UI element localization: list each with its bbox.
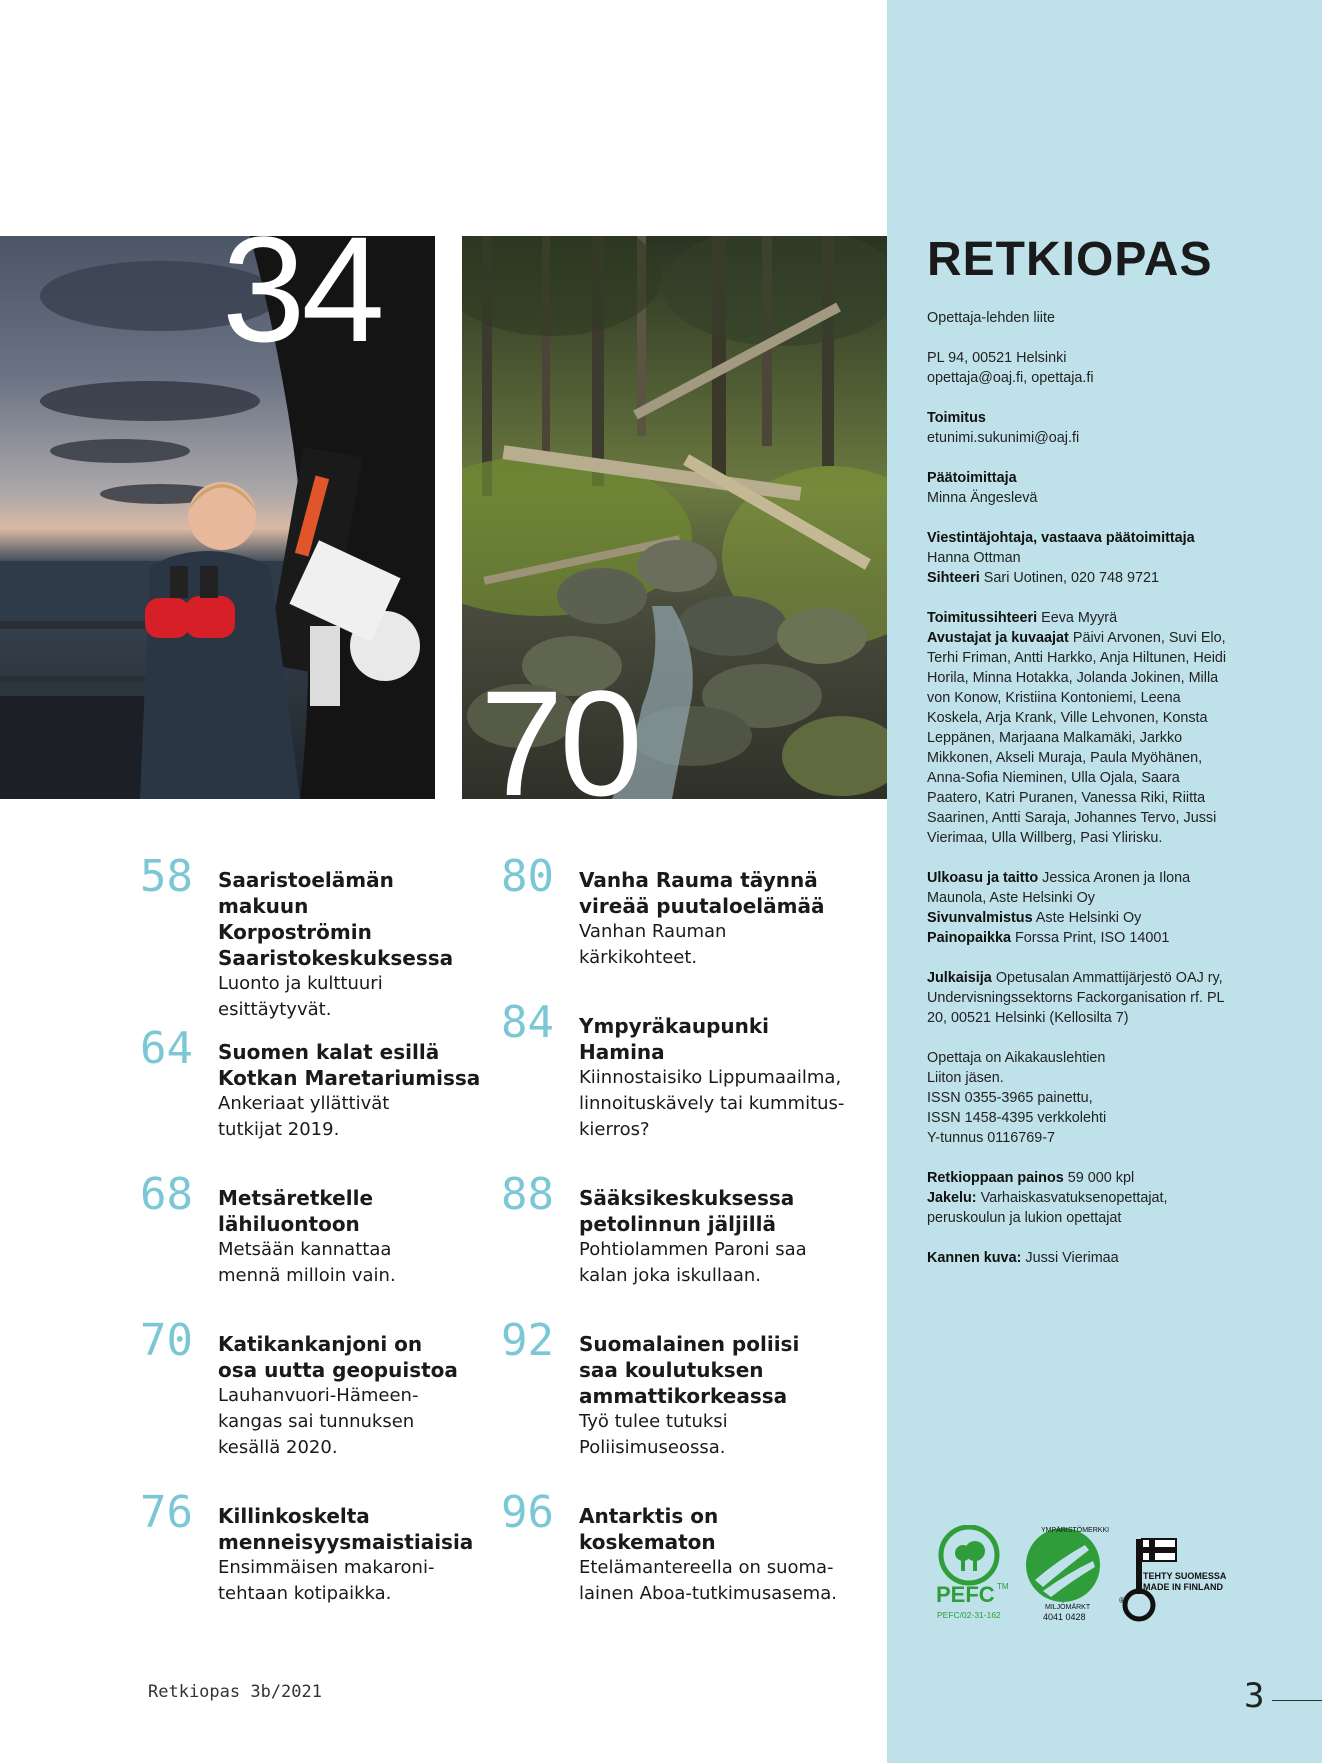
toc-page-number: 68 xyxy=(140,1169,193,1220)
colophon-toimitus: Toimitus etunimi.sukunimi@oaj.fi xyxy=(927,410,1080,446)
toc-description: Luonto ja kulttuuri esittäytyvät. xyxy=(218,973,383,1020)
svg-text:YMPÄRISTÖMERKKI: YMPÄRISTÖMERKKI xyxy=(1041,1527,1110,1534)
toc-page-number: 76 xyxy=(140,1487,193,1538)
toc-description: Pohtiolammen Paroni saa kalan joka iskullaan. xyxy=(579,1239,807,1286)
swan-ecolabel-icon xyxy=(1026,1526,1109,1622)
certification-logos xyxy=(933,1525,1233,1625)
toc-page-number: 64 xyxy=(140,1023,193,1074)
toc-description: Metsään kannattaa mennä milloin vain. xyxy=(218,1239,396,1286)
toc-title: Vanha Rauma täynnä vireää puutaloelämää xyxy=(579,868,825,918)
logos-graphic xyxy=(933,1525,1233,1625)
colophon-layout: Ulkoasu ja taitto Jessica Aronen ja Ilona Maunola, Aste Helsinki Oy Sivunvalmistus Aste Helsinki Oy Painopaikka Forssa Print, ISO 14001 xyxy=(927,870,1191,946)
photo-canyon[interactable] xyxy=(462,236,887,799)
photo-astronomer[interactable] xyxy=(0,236,435,799)
toc-page-number: 88 xyxy=(501,1169,554,1220)
toc-description: Etelämantereella on suoma- lainen Aboa-tutkimusasema. xyxy=(579,1557,837,1604)
key-flag-icon xyxy=(1119,1539,1227,1619)
svg-text:TEHTY SUOMESSA: TEHTY SUOMESSA xyxy=(1143,1571,1227,1581)
colophon-cover-credit: Kannen kuva: Jussi Vierimaa xyxy=(927,1250,1119,1266)
colophon-staff: Viestintäjohtaja, vastaava päätoimittaja Hanna Ottman Sihteeri Sari Uotinen, 020 748 9721 xyxy=(927,530,1195,586)
svg-text:MADE IN FINLAND: MADE IN FINLAND xyxy=(1143,1582,1223,1592)
colophon-publisher: Julkaisija Opetusalan Ammattijärjestö OAJ ry, Undervisningssektorns Fackorganisation rf. PL 20, 00521 Helsinki (Kellosilta 7) xyxy=(927,970,1225,1026)
page-number-overlay-70: 70 xyxy=(480,659,639,799)
colophon-membership: Opettaja on Aikakauslehtien Liiton jäsen. ISSN 0355-3965 painettu, ISSN 1458-4395 verkkolehti Y-tunnus 0116769-7 xyxy=(927,1050,1107,1146)
toc-title: Metsäretkelle lähiluontoon xyxy=(218,1186,374,1236)
colophon-contributors: Toimitussihteeri Eeva Myyrä Avustajat ja kuvaajat Päivi Arvonen, Suvi Elo, Terhi Friman, Antti Harkko, Anja Hiltunen, Heidi Horila, Minna Hotakka, Jolanda Jokinen, Milla von Konow, Kristiina Kontoniemi, Leena Koskela, Arja Krank, Ville Lehvonen, Konsta Leppänen, Marjaana Malkamäki, Jarkko Mikkonen, Akseli Muraja, Paula Myöhänen, Anna-Sofia Nieminen, Ulla Ojala, Saara Paatero, Katri Puranen, Vanessa Riki, Riitta Saarinen, Antti Saraja, Johannes Tervo, Jussi Vierimaa, Ulla Willberg, Pasi Ylirisku. xyxy=(927,610,1227,846)
toc-description: Työ tulee tutuksi Poliisimuseossa. xyxy=(579,1411,728,1458)
page-number-overlay-34: 34 xyxy=(222,236,381,373)
pefc-logo-icon xyxy=(936,1527,1009,1620)
toc-title: Killinkoskelta menneisyysmaistiaisia xyxy=(218,1504,474,1554)
toc-title: Saaristoelämän makuun Korpoströmin Saaristokeskuksessa xyxy=(218,868,454,970)
toc-title: Sääksikeskuksessa petolinnun jäljillä xyxy=(579,1186,795,1236)
toc-page-number: 70 xyxy=(140,1315,193,1366)
toc-page-number: 58 xyxy=(140,851,193,902)
svg-text:®: ® xyxy=(1119,1596,1125,1605)
page-number-rule xyxy=(1272,1700,1322,1701)
colophon-address: PL 94, 00521 Helsinki opettaja@oaj.fi, opettaja.fi xyxy=(927,350,1094,386)
colophon-subtitle: Opettaja-lehden liite xyxy=(927,310,1055,326)
toc-title: Katikankanjoni on osa uutta geopuistoa xyxy=(218,1332,458,1382)
svg-text:4041 0428: 4041 0428 xyxy=(1043,1612,1086,1622)
toc-description: Ankeriaat yllättivät tutkijat 2019. xyxy=(218,1093,390,1140)
page-number: 3 xyxy=(1244,1676,1265,1716)
svg-text:PEFC/02-31-162: PEFC/02-31-162 xyxy=(937,1610,1001,1620)
toc-title: Suomen kalat esillä Kotkan Maretariumissa xyxy=(218,1040,481,1090)
colophon-distribution: Retkioppaan painos 59 000 kpl Jakelu: Varhaiskasvatuksenopettajat, peruskoulun ja lukion opettajat xyxy=(927,1170,1168,1226)
svg-text:PEFC: PEFC xyxy=(936,1582,995,1607)
colophon-editor-in-chief: Päätoimittaja Minna Ängeslevä xyxy=(927,470,1038,506)
toc-description: Vanhan Rauman kärkikohteet. xyxy=(579,921,727,968)
toc-page-number: 92 xyxy=(501,1315,554,1366)
issue-label: Retkiopas 3b/2021 xyxy=(148,1682,322,1702)
toc-title: Antarktis on koskematon xyxy=(579,1504,719,1554)
toc-page-number: 80 xyxy=(501,851,554,902)
toc-title: Suomalainen poliisi saa koulutuksen ammattikorkeassa xyxy=(579,1332,800,1408)
magazine-title: RETKIOPAS xyxy=(927,233,1213,286)
svg-text:MILJÖMÄRKT: MILJÖMÄRKT xyxy=(1045,1604,1091,1611)
toc-description: Lauhanvuori-Hämeen- kangas sai tunnuksen kesällä 2020. xyxy=(218,1385,419,1458)
colophon xyxy=(927,308,1227,1288)
toc-page-number: 84 xyxy=(501,997,554,1048)
svg-text:TM: TM xyxy=(997,1582,1009,1591)
toc-title: Ympyräkaupunki Hamina xyxy=(579,1014,770,1064)
toc-description: Kiinnostaisiko Lippumaailma, linnoituskävely tai kummitus- kierros? xyxy=(579,1067,845,1140)
toc-description: Ensimmäisen makaroni- tehtaan kotipaikka. xyxy=(218,1557,435,1604)
toc-page-number: 96 xyxy=(501,1487,554,1538)
